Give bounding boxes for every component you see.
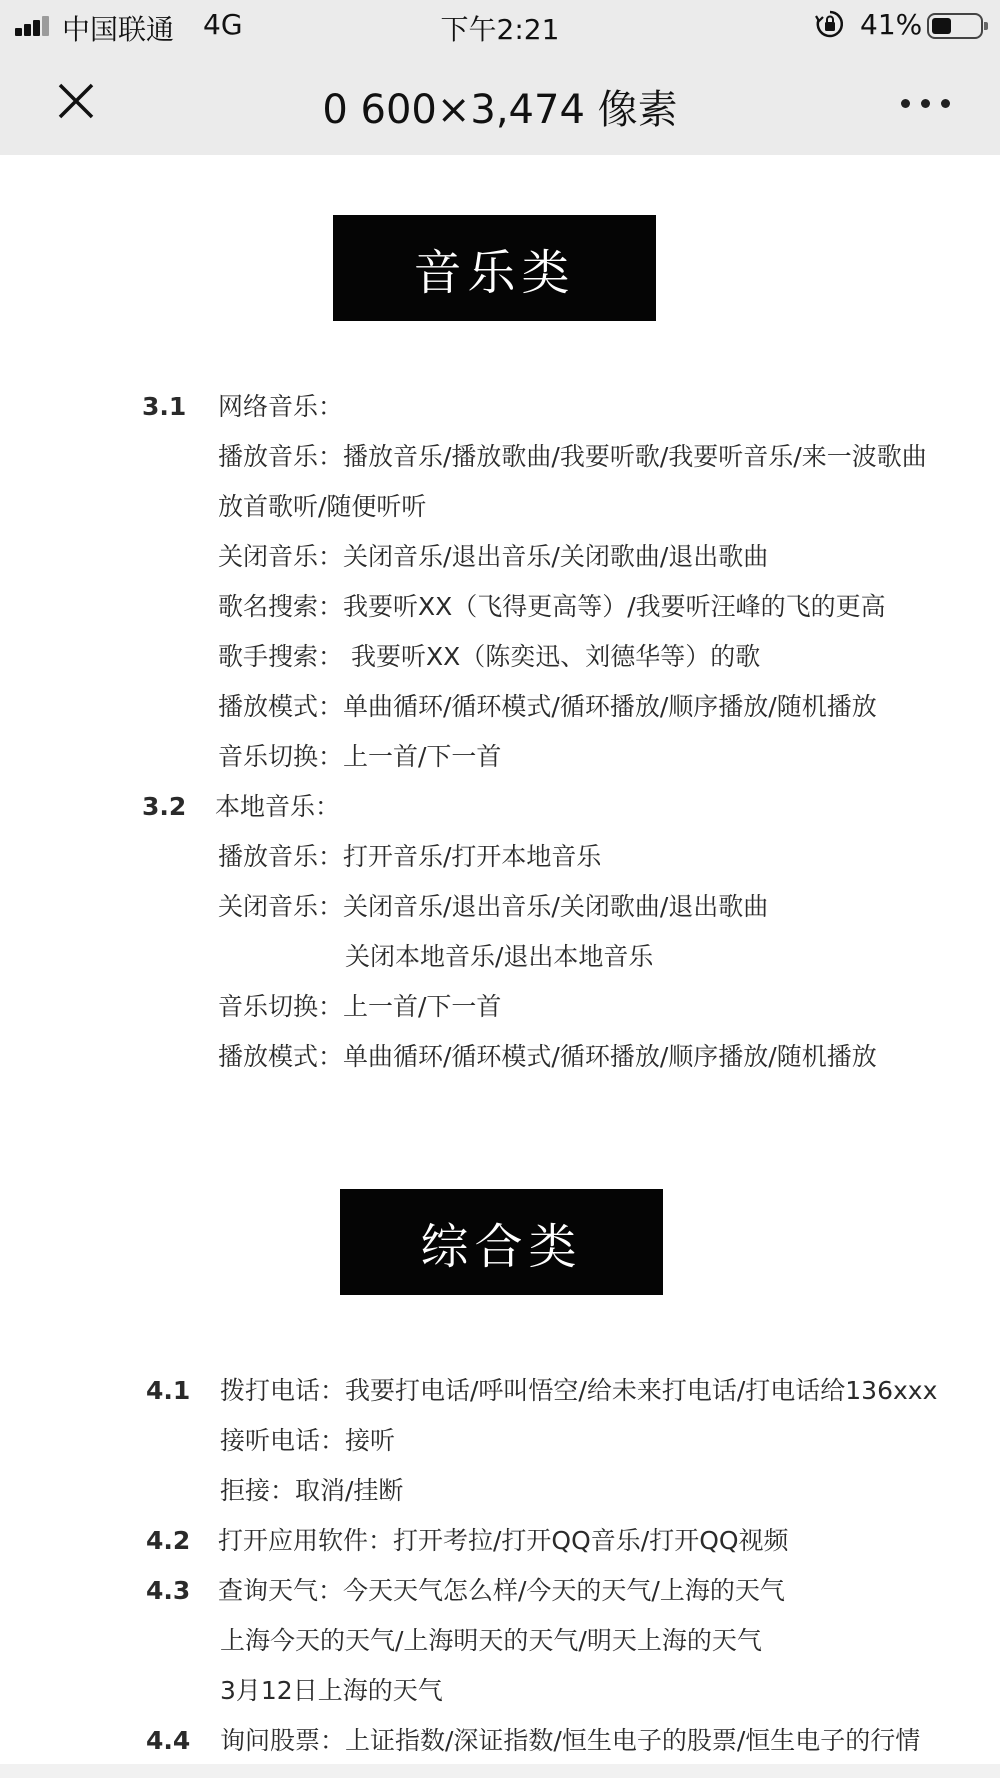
page-title: 0 600×3,474 像素 bbox=[322, 87, 678, 133]
item-number: 4.4 bbox=[146, 1726, 191, 1755]
battery-percent: 41% bbox=[860, 8, 923, 41]
item-number: 4.2 bbox=[146, 1526, 191, 1555]
section-title-general: 综合类 bbox=[340, 1189, 663, 1295]
text-line: 本地音乐： bbox=[215, 792, 341, 821]
text-line: 关闭音乐：关闭音乐/退出音乐/关闭歌曲/退出歌曲 bbox=[218, 542, 769, 571]
item-number: 3.1 bbox=[142, 392, 187, 421]
more-horizontal-icon bbox=[901, 99, 910, 108]
text-line: 播放模式：单曲循环/循环模式/循环播放/顺序播放/随机播放 bbox=[218, 692, 877, 721]
item-number: 3.2 bbox=[142, 792, 187, 821]
text-line: 关闭音乐：关闭音乐/退出音乐/关闭歌曲/退出歌曲 bbox=[218, 892, 769, 921]
network-type: 4G bbox=[203, 8, 243, 41]
text-line: 询问股票：上证指数/深证指数/恒生电子的股票/恒生电子的行情 bbox=[220, 1726, 921, 1755]
text-line: 播放模式：单曲循环/循环模式/循环播放/顺序播放/随机播放 bbox=[218, 1042, 877, 1071]
text-line: 放首歌听/随便听听 bbox=[218, 492, 427, 521]
text-line: 打开应用软件：打开考拉/打开QQ音乐/打开QQ视频 bbox=[218, 1526, 789, 1555]
text-line: 查询天气：今天天气怎么样/今天的天气/上海的天气 bbox=[218, 1576, 785, 1605]
text-line: 3月12日上海的天气 bbox=[220, 1676, 443, 1705]
item-number: 4.3 bbox=[146, 1576, 191, 1605]
section-title-music: 音乐类 bbox=[333, 215, 656, 321]
more-button[interactable] bbox=[895, 80, 955, 124]
text-line: 歌手搜索： 我要听XX（陈奕迅、刘德华等）的歌 bbox=[218, 642, 761, 671]
text-line: 接听电话：接听 bbox=[220, 1426, 396, 1455]
item-number: 4.1 bbox=[146, 1376, 191, 1405]
text-line: 拒接：取消/挂断 bbox=[220, 1476, 404, 1505]
text-line: 音乐切换：上一首/下一首 bbox=[218, 992, 502, 1021]
text-line: 播放音乐：播放音乐/播放歌曲/我要听歌/我要听音乐/来一波歌曲 bbox=[218, 442, 927, 471]
text-line: 播放音乐：打开音乐/打开本地音乐 bbox=[218, 842, 602, 871]
carrier-name: 中国联通 bbox=[62, 13, 175, 46]
text-line: 网络音乐： bbox=[218, 392, 344, 421]
status-time: 下午2:21 bbox=[440, 13, 560, 46]
text-line: 歌名搜索：我要听XX（飞得更高等）/我要听汪峰的飞的更高 bbox=[218, 592, 886, 621]
cropped-next-line bbox=[0, 1764, 1000, 1778]
battery-icon bbox=[927, 13, 983, 39]
top-bar bbox=[0, 0, 1000, 155]
rotation-lock-icon bbox=[815, 9, 845, 39]
text-line: 上海今天的天气/上海明天的天气/明天上海的天气 bbox=[220, 1626, 762, 1655]
text-line: 拨打电话：我要打电话/呼叫悟空/给未来打电话/打电话给136xxx bbox=[220, 1376, 938, 1405]
status-bar bbox=[0, 0, 1000, 52]
text-line: 关闭本地音乐/退出本地音乐 bbox=[345, 942, 654, 971]
text-line: 音乐切换：上一首/下一首 bbox=[218, 742, 502, 771]
